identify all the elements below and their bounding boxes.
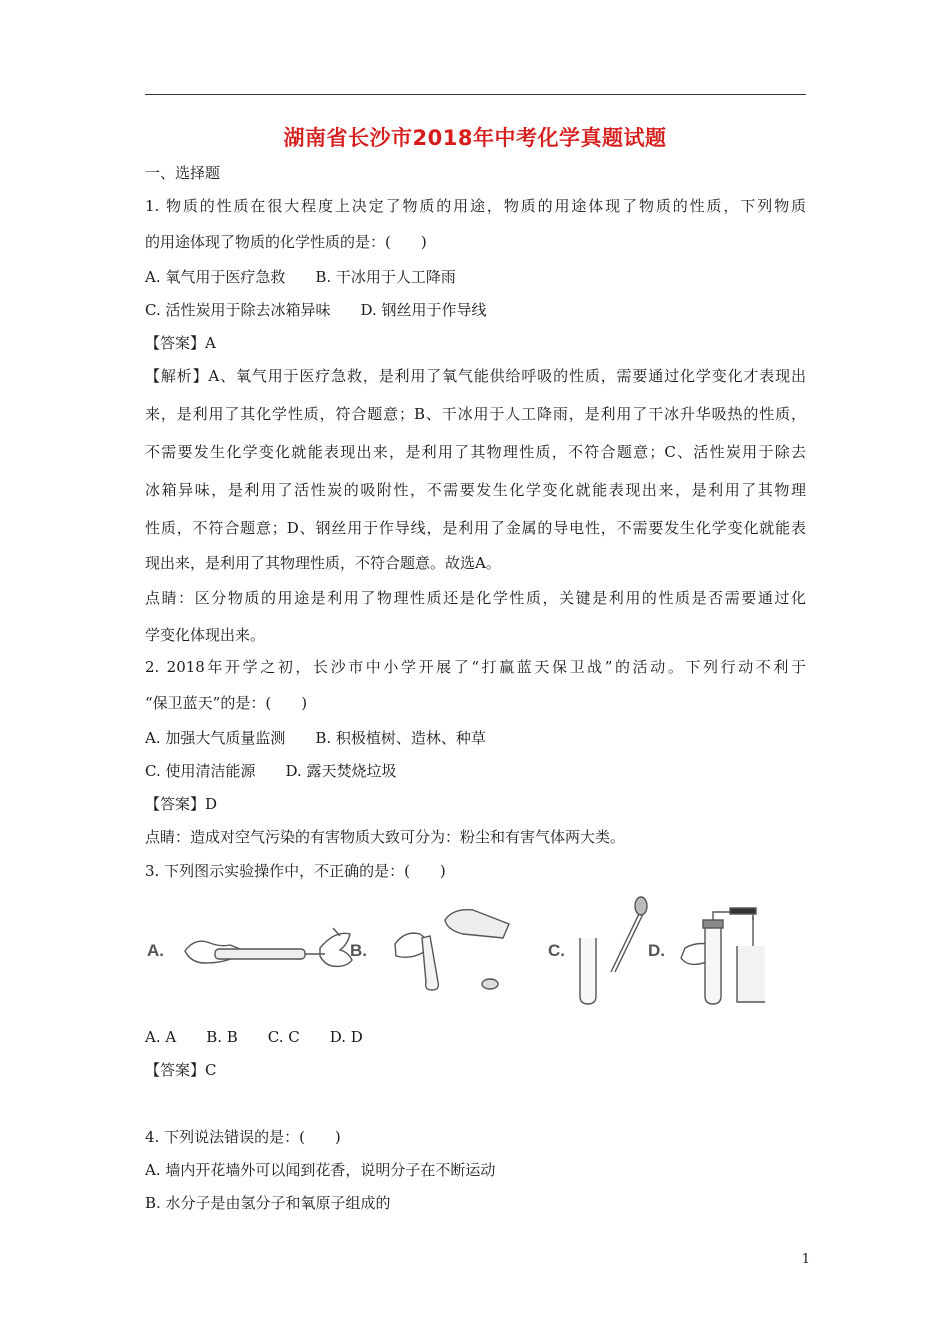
q2-options-cd: C. 使用清洁能源 D. 露天焚烧垃圾 xyxy=(145,762,397,780)
q3-answer: 【答案】C xyxy=(145,1061,217,1079)
q1-analysis-line2: 来，是利用了其化学性质，符合题意；B、干冰用于人工降雨，是利用了干冰升华吸热的性质， xyxy=(145,405,806,423)
figure-label-b: B. xyxy=(350,941,367,960)
dropper-test-tube-icon xyxy=(580,897,647,1004)
q1-analysis-line5: 性质，不符合题意；D、钢丝用于作导线，是利用了金属的导电性，不需要发生化学变化就能表 xyxy=(145,519,806,537)
figure-label-a: A. xyxy=(147,941,164,960)
q1-analysis-line3: 不需要发生化学变化就能表现出来，是利用了其物理性质，不符合题意；C、活性炭用于除去 xyxy=(145,443,806,461)
q1-options-ab: A. 氧气用于医疗急救 B. 干冰用于人工降雨 xyxy=(145,268,456,286)
q2-tip: 点睛：造成对空气污染的有害物质大致可分为：粉尘和有害气体两大类。 xyxy=(145,828,626,846)
q4-stem: 4. 下列说法错误的是：( ) xyxy=(145,1128,341,1146)
q2-options-ab: A. 加强大气质量监测 B. 积极植树、造林、种草 xyxy=(145,729,486,747)
q1-stem-line2: 的用途体现了物质的化学性质的是：( ) xyxy=(145,233,427,251)
q2-stem-line2: “保卫蓝天”的是：( ) xyxy=(145,694,308,712)
q1-tip-line2: 学变化体现出来。 xyxy=(145,626,266,644)
section-heading: 一、选择题 xyxy=(145,164,221,182)
q1-stem-line1: 1. 物质的性质在很大程度上决定了物质的用途，物质的用途体现了物质的性质，下列物质 xyxy=(145,197,806,215)
page-number: 1 xyxy=(801,1252,810,1267)
q2-answer: 【答案】D xyxy=(145,795,218,813)
tube-heating-icon xyxy=(185,928,352,966)
pouring-liquid-icon xyxy=(395,910,509,990)
q1-answer: 【答案】A xyxy=(145,334,216,352)
q3-experiment-figure xyxy=(145,896,765,1006)
figure-label-c: C. xyxy=(548,941,565,960)
q4-option-a: A. 墙内开花墙外可以闻到花香，说明分子在不断运动 xyxy=(145,1161,496,1179)
q1-analysis-line1: 【解析】A、氧气用于医疗急救，是利用了氧气能供给呼吸的性质，需要通过化学变化才表现出 xyxy=(145,367,806,385)
q1-options-cd: C. 活性炭用于除去冰箱异味 D. 钢丝用于作导线 xyxy=(145,301,487,319)
q3-options: A. A B. B C. C D. D xyxy=(145,1028,363,1046)
q3-stem: 3. 下列图示实验操作中，不正确的是：( ) xyxy=(145,862,446,880)
q1-tip-line1: 点睛：区分物质的用途是利用了物理性质还是化学性质，关键是利用的性质是否需要通过化 xyxy=(145,589,806,607)
header-rule xyxy=(145,94,806,95)
page-title: 湖南省长沙市2018年中考化学真题试题 xyxy=(283,126,667,150)
q1-analysis-line6: 现出来，是利用了其物理性质，不符合题意。故选A。 xyxy=(145,554,501,572)
q2-stem-line1: 2. 2018年开学之初，长沙市中小学开展了“打赢蓝天保卫战”的活动。下列行动不利于 xyxy=(145,658,806,676)
q4-option-b: B. 水分子是由氢分子和氧原子组成的 xyxy=(145,1194,391,1212)
figure-label-d: D. xyxy=(648,941,665,960)
q1-analysis-line4: 冰箱异味，是利用了活性炭的吸附性，不需要发生化学变化就能表现出来，是利用了其物理 xyxy=(145,481,806,499)
airtightness-check-icon xyxy=(681,908,765,1004)
